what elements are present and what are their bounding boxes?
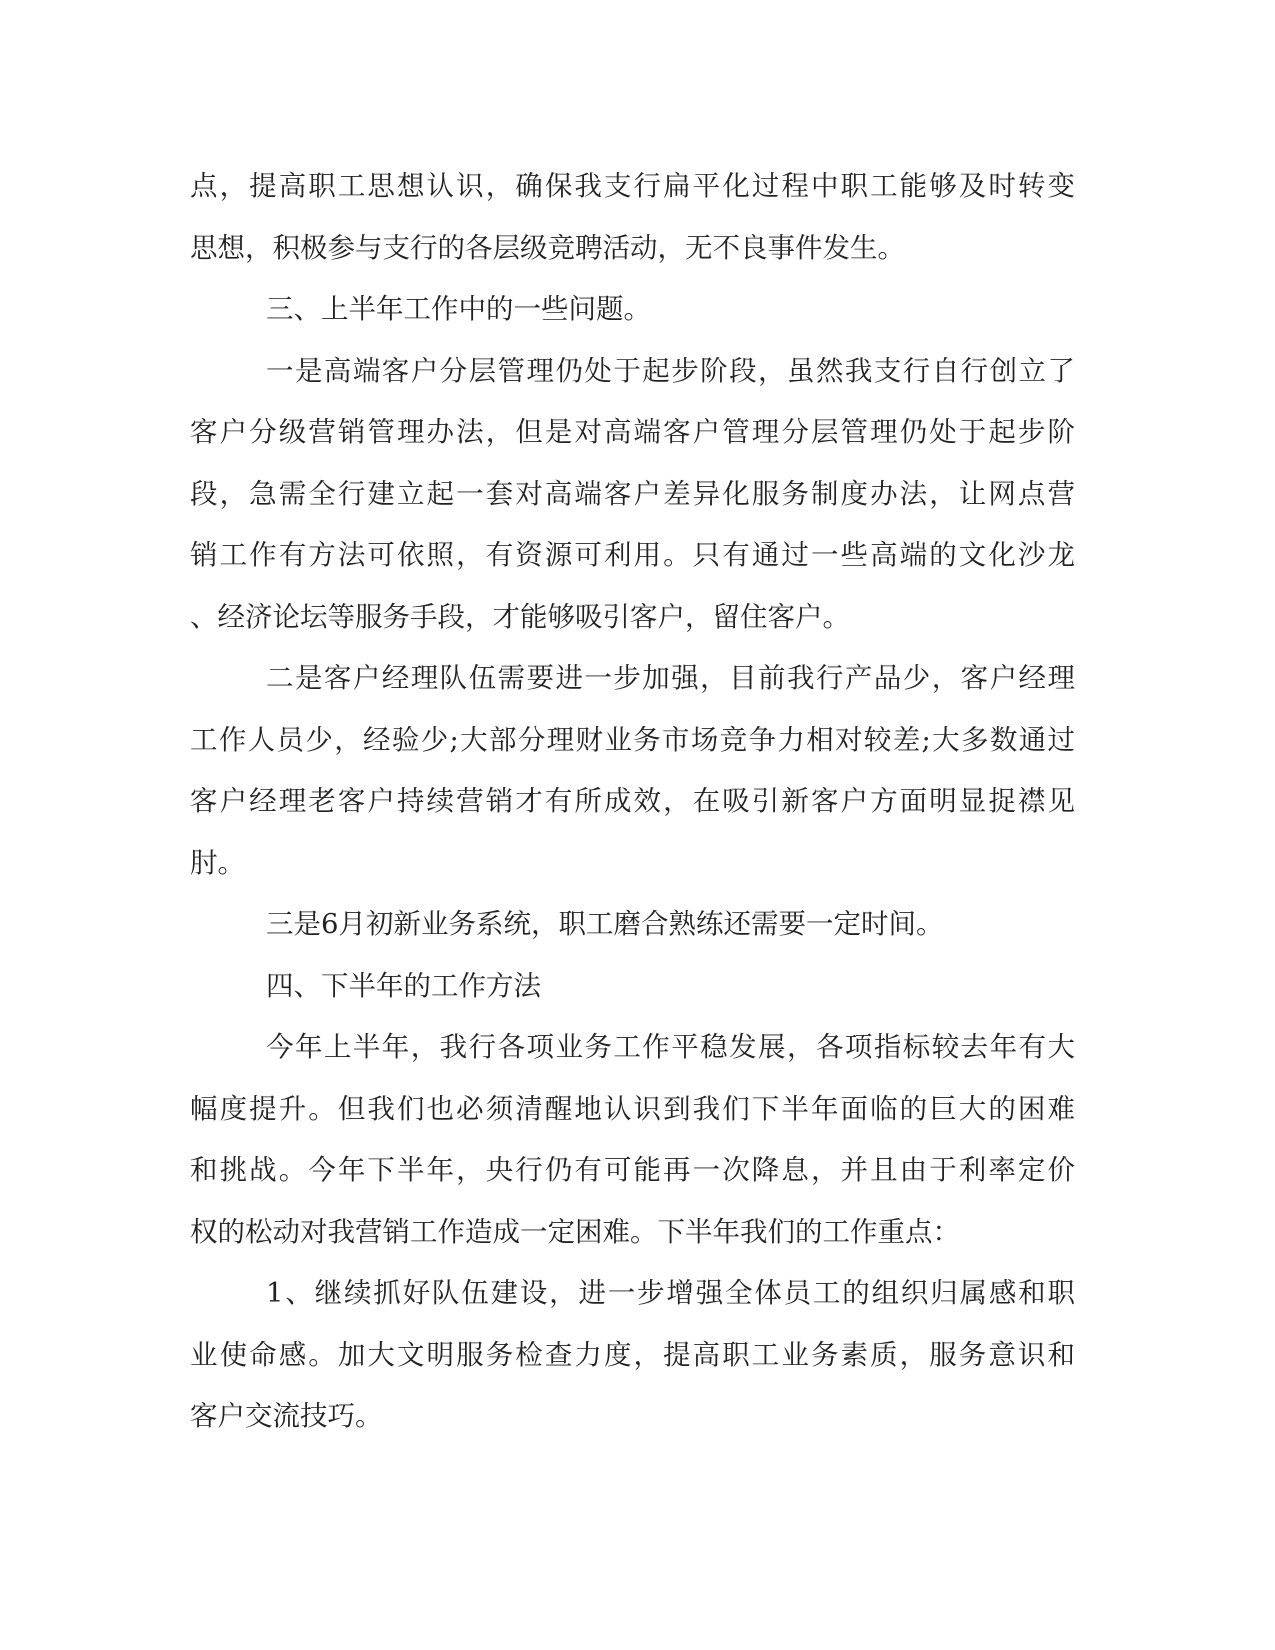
text-line: 一是高端客户分层管理仍处于起步阶段，虽然我支行自行创立了 (266, 354, 1075, 387)
text-line: 段，急需全行建立起一套对高端客户差异化服务制度办法，让网点营 (190, 477, 1075, 510)
text-line: 幅度提升。但我们也必须清醒地认识到我们下半年面临的巨大的困难 (190, 1092, 1075, 1125)
text-line: 三是6月初新业务系统，职工磨合熟练还需要一定时间。 (266, 908, 944, 940)
text-line: 点，提高职工思想认识，确保我支行扁平化过程中职工能够及时转变 (190, 170, 1075, 202)
section-heading: 四、下半年的工作方法 (266, 969, 541, 1002)
text-line: 、经济论坛等服务手段，才能够吸引客户，留住客户。 (190, 600, 850, 633)
text-line: 业使命感。加大文明服务检查力度，提高职工业务素质，服务意识和 (190, 1338, 1075, 1371)
text-line: 客户交流技巧。 (190, 1400, 383, 1432)
text-line: 客户分级营销管理办法，但是对高端客户管理分层管理仍处于起步阶 (190, 416, 1075, 448)
document-body (190, 156, 1075, 1448)
text-line: 1、继续抓好队伍建设，进一步增强全体员工的组织归属感和职 (266, 1277, 1075, 1309)
text-line: 思想，积极参与支行的各层级竞聘活动，无不良事件发生。 (190, 231, 905, 264)
text-line: 和挑战。今年下半年，央行仍有可能再一次降息，并且由于利率定价 (190, 1154, 1075, 1186)
section-heading: 三、上半年工作中的一些问题。 (266, 293, 651, 325)
text-line: 销工作有方法可依照，有资源可利用。只有通过一些高端的文化沙龙 (190, 539, 1075, 571)
text-line: 今年上半年，我行各项业务工作平稳发展，各项指标较去年有大 (266, 1031, 1075, 1063)
text-line: 工作人员少，经验少;大部分理财业务市场竞争力相对较差;大多数通过 (190, 723, 1075, 756)
text-line: 肘。 (190, 846, 245, 879)
text-line: 客户经理老客户持续营销才有所成效，在吸引新客户方面明显捉襟见 (190, 785, 1075, 817)
text-line: 权的松动对我营销工作造成一定困难。下半年我们的工作重点： (190, 1215, 960, 1248)
text-line: 二是客户经理队伍需要进一步加强，目前我行产品少，客户经理 (266, 662, 1075, 694)
